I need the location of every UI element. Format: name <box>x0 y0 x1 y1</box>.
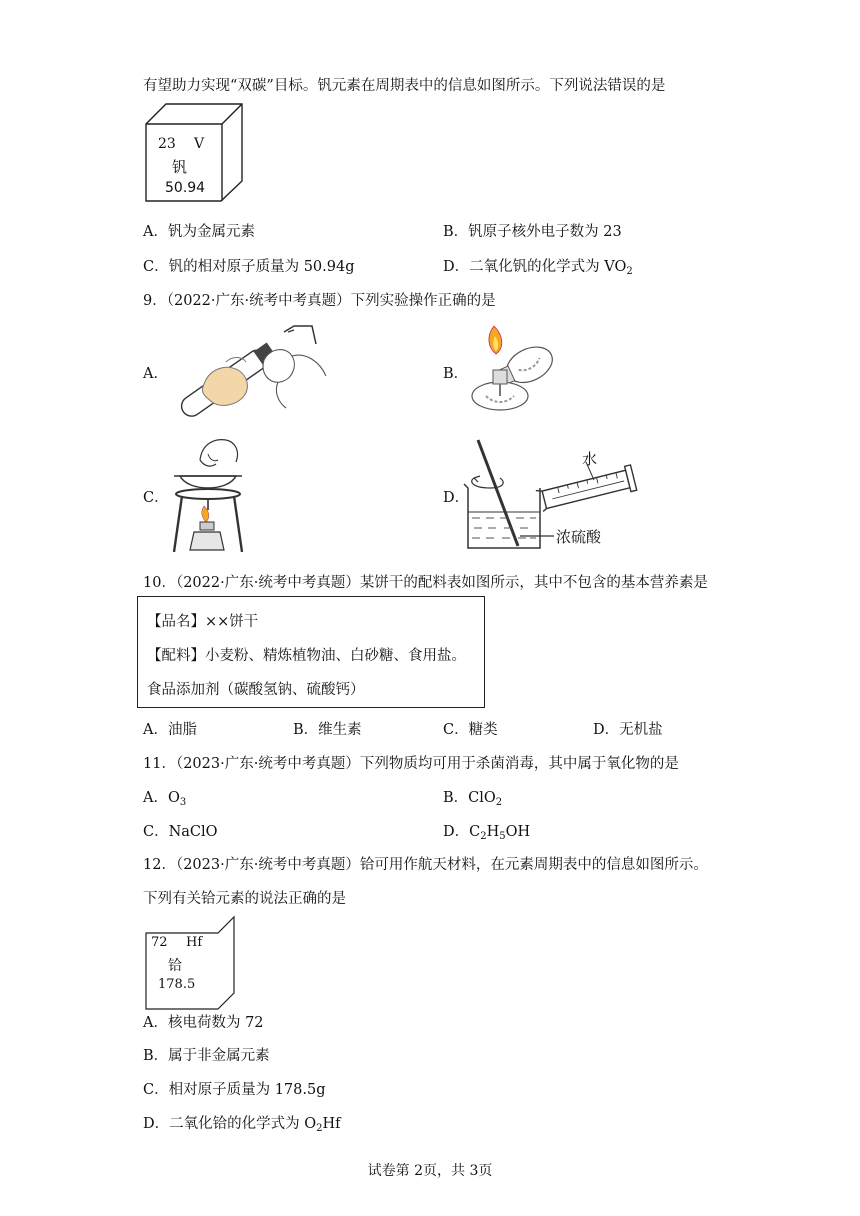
q12-option-d-suffix: Hf <box>322 1116 341 1132</box>
vanadium-name: 钒 <box>172 158 188 176</box>
q12-option-a: A．核电荷数为 72 <box>143 1015 264 1031</box>
q11-option-d <box>443 820 530 841</box>
q10-option-c: C．糖类 <box>443 722 498 738</box>
q11-option-b-text: B．ClO <box>443 790 496 806</box>
q9-figure-b-alcohol-lamps <box>466 322 566 416</box>
q11-option-d-sub2: 5 <box>499 831 506 842</box>
vanadium-atomic-number: 23 <box>158 136 176 152</box>
q8-option-b: B．钒原子核外电子数为 23 <box>443 224 622 240</box>
q9-figure-d-dilution <box>460 434 640 552</box>
q10-option-b: B．维生素 <box>293 722 362 738</box>
q8-option-d <box>443 255 633 276</box>
q11-option-b-subscript: 2 <box>495 797 503 808</box>
q11-option-d-part2: H <box>486 824 500 840</box>
hafnium-mass: 178.5 <box>158 977 196 992</box>
q10-option-d: D．无机盐 <box>593 722 663 738</box>
q9-figure-a-test-tube-stopper <box>166 322 336 422</box>
q11-stem: 11．（2023·广东·统考中考真题）下列物质均可用于杀菌消毒，其中属于氧化物的是 <box>143 756 679 772</box>
q9-label-d: D． <box>443 490 470 506</box>
vanadium-symbol: V <box>194 136 205 152</box>
hafnium-symbol: Hf <box>186 935 203 950</box>
q12-option-d-text: D．二氧化铪的化学式为 O <box>143 1116 317 1132</box>
q11-option-a-subscript: 3 <box>179 797 187 808</box>
q8-option-d-subscript: 2 <box>626 266 633 277</box>
hafnium-element-card <box>146 917 236 1001</box>
q11-option-d-sub1: 2 <box>480 831 487 842</box>
vanadium-element-card <box>146 104 246 208</box>
q10-option-a: A．油脂 <box>143 722 197 738</box>
q12-option-c: C．相对原子质量为 178.5g <box>143 1082 326 1098</box>
q8-option-d-text: D．二氧化钒的化学式为 VO <box>443 259 627 275</box>
q8-option-a: A．钒为金属元素 <box>143 224 255 240</box>
q9-figure-d-acid-label: 浓硫酸 <box>556 528 602 546</box>
q11-option-d-part1: D．C <box>443 824 481 840</box>
q9-label-c: C． <box>143 490 169 506</box>
q11-option-b <box>443 786 502 807</box>
q11-option-a-text: A．O <box>143 790 180 806</box>
q9-figure-d-water-label: 水 <box>582 450 598 468</box>
q9-figure-c-evaporating-dish <box>170 430 250 554</box>
q12-option-d-subscript: 2 <box>316 1123 323 1134</box>
q11-option-d-part3: OH <box>505 824 531 840</box>
ingredient-product-name: 【品名】××饼干 <box>147 614 259 630</box>
ingredient-list-box <box>137 596 485 708</box>
q8-option-c: C．钒的相对原子质量为 50.94g <box>143 259 355 275</box>
q12-stem-line-1: 12．（2023·广东·统考中考真题）铪可用作航天材料，在元素周期表中的信息如图所示。 <box>143 857 708 873</box>
ingredient-additives: 食品添加剂（碳酸氢钠、硫酸钙） <box>147 682 365 698</box>
q12-option-b: B．属于非金属元素 <box>143 1048 270 1064</box>
ingredient-ingredients: 【配料】小麦粉、精炼植物油、白砂糖、食用盐。 <box>147 648 466 664</box>
q11-option-a <box>143 786 186 807</box>
hafnium-name: 铪 <box>168 958 182 974</box>
q9-label-b: B． <box>443 366 469 382</box>
q12-stem-line-2: 下列有关铪元素的说法正确的是 <box>143 891 346 907</box>
q9-stem: 9．（2022·广东·统考中考真题）下列实验操作正确的是 <box>143 293 496 309</box>
page-footer: 试卷第 2页，共 3页 <box>367 1163 493 1179</box>
hafnium-atomic-number: 72 <box>151 935 168 950</box>
q12-option-d <box>143 1112 341 1133</box>
q10-stem: 10．（2022·广东·统考中考真题）某饼干的配料表如图所示，其中不包含的基本营养素是 <box>143 575 708 591</box>
vanadium-mass: 50.94 <box>165 180 206 196</box>
q8-stem-line: 有望助力实现“双碳”目标。钒元素在周期表中的信息如图所示。下列说法错误的是 <box>143 78 666 94</box>
q9-label-a: A． <box>143 366 168 382</box>
q11-option-c: C．NaClO <box>143 824 218 840</box>
